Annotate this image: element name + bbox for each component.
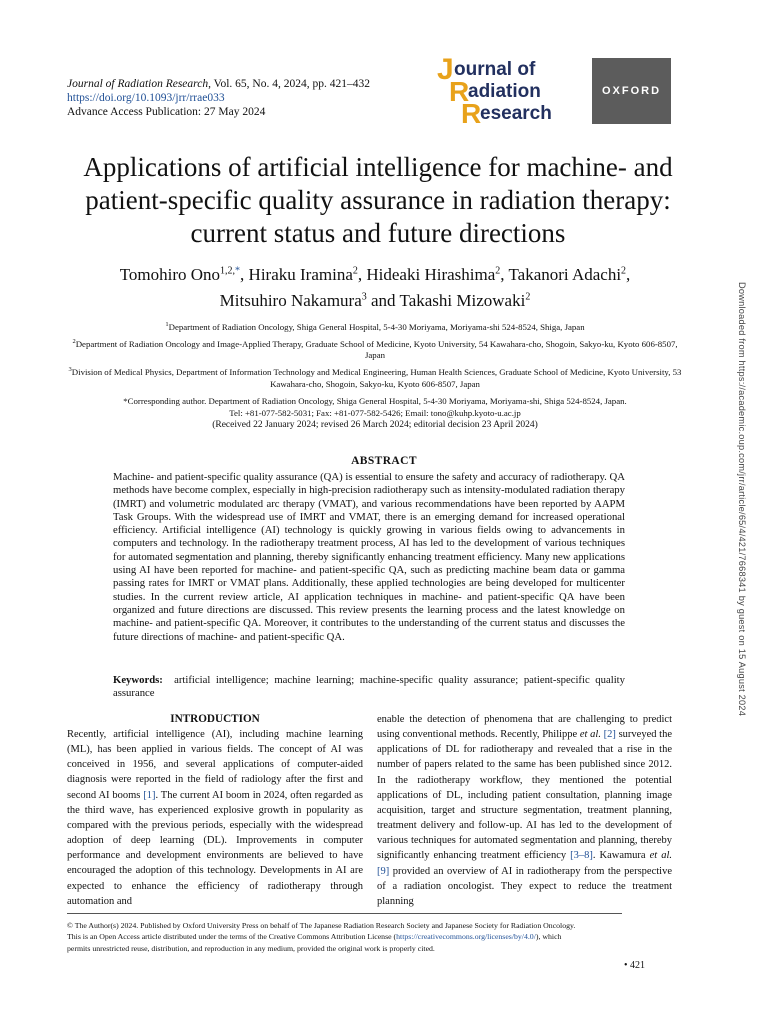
logo-initial-r2: R xyxy=(461,98,482,125)
citation-link[interactable]: [3–8] xyxy=(570,850,593,862)
intro-column-right: enable the detection of phenomena that are challenging to predict using conventional methods. Recently, Philippe et al. [2] surveyed the applications of DL for radiotherapy and revealed that a rise in the number of papers related to the same has been published since 2012. In the radiotherapy workflow, they mentioned the potential applications of DL, including patient consultation, planning image acquisition, target and structure segmentation, treatment planning, treatment delivery and follow-up. AI has led to the development of various techniques for automated segmentation and planning, thereby significantly enhancing treatment efficiency [3–8]. Kawamura et al. [9] provided an overview of AI in radiotherapy from the perspective of a radiation oncologist. They expect to reduce the treatment planning xyxy=(377,714,672,907)
affiliation: $^2$Department of Radiation Oncology and Image-Applied Therapy, Graduate School of Medicine, Kyoto University, 54 Kawahara-cho, Shogoin, Sakyo-ku, Kyoto 606-8507, Japan xyxy=(72,337,678,361)
journal-citation xyxy=(67,77,370,119)
corresponding-author-link[interactable]: * xyxy=(235,265,241,276)
citation-link[interactable]: [1] xyxy=(143,789,156,801)
logo-line-1: ournal of xyxy=(454,59,536,80)
license-footer: © The Author(s) 2024. Published by Oxford University Press on behalf of The Japanese Radiation Research Society and Japanese Society for Radiation Oncology. This is an Open Access article distributed under the terms of the Creative Commons Attribution License (https://creativecommons.org/licenses/by/4.0/), which permits unrestricted reuse, distribution, and reproduction in any medium, provided the original work is properly cited. xyxy=(67,921,576,953)
logo-initial-r1: R xyxy=(449,76,470,107)
logo-line-2: adiation xyxy=(468,81,541,102)
oxford-logo: OXFORD xyxy=(592,58,671,124)
intro-column-left: Recently, artificial intelligence (AI), including machine learning (ML), has been applied in various fields. The concept of AI was conceived in 1956, and several applications of computer-aided diagnosis were reported in the field of radiology after the first and second AI booms [1]. The current AI boom in 2024, often regarded as the third wave, has experienced explosive growth in popularity as compared with the previous periods, especially with the widespread adoption of deep learning (DL). Improvements in computer performance and development environments are believed to have encouraged the adoption of this technology. Developments in AI are expected to enhance the efficiency of radiotherapy through automation and xyxy=(67,729,363,907)
article-title: Applications of artificial intelligence for machine- and patient-specific quality assurance in radiation therapy: current status and future directions xyxy=(83,152,673,248)
journal-volume: , Vol. 65, No. 4, 2024, pp. 421–432 xyxy=(208,78,370,90)
author-list xyxy=(55,259,695,312)
abstract-text: Machine- and patient-specific quality assurance (QA) is essential to ensure the safety and accuracy of radiotherapy. QA methods have become complex, especially in high-precision radiotherapy such as intensity-modulated radiation therapy (IMRT) and volumetric modulated arc therapy (VMAT), and various recommendations have been reported by AAPM Task Groups. With the widespread use of IMRT and VMAT, there is an emerging demand for increased operational efficiency. Artificial intelligence (AI) technology is quickly growing in various fields owing to advancements in computers and technology. In the radiotherapy treatment process, AI has led to the development of various techniques for automated segmentation and planning, thereby significantly enhancing treatment efficiency. Many new applications using AI have been reported for machine- and patient-specific QA, such as predicting machine beam data or gamma passing rates for IMRT or VMAT plans. Additionally, these applied technologies are being developed for multicenter studies. In the current review article, AI application techniques in machine- and patient-specific QA have been organized and future directions are discussed. This review presents the learning process and the latest knowledge on machine- and patient-specific QA. Moreover, it contributes to the understanding of the current status and discusses the future directions of machine- and patient-specific QA. xyxy=(113,471,625,643)
received-dates: (Received 22 January 2024; revised 26 March 2024; editorial decision 23 April 2024) xyxy=(212,420,538,431)
citation-link[interactable]: [2] xyxy=(603,729,616,741)
logo-line-3: esearch xyxy=(480,103,552,124)
affiliations xyxy=(68,319,682,434)
journal-name: Journal of Radiation Research xyxy=(67,78,209,90)
footer-divider xyxy=(67,913,622,914)
correspondence: *Corresponding author. Department of Radiation Oncology, Shiga General Hospital, 5-4-30 Moriyama, Moriyama-shi, Shiga 524-8524, Japan. Tel: +81-077-582-5031; Fax: +81-077-582-5426; Email: tono@kuhp.kyoto-u.ac.jp (Received 22 January 2024; revised 26 March 2024; editorial decision 23 April 2024) xyxy=(123,395,627,431)
keywords-label: Keywords: xyxy=(113,674,163,686)
abstract-heading: ABSTRACT xyxy=(351,455,417,467)
author: Hideaki Hirashima$^2$, xyxy=(366,264,509,284)
license-link[interactable]: https://creativecommons.org/licenses/by/4.0/ xyxy=(396,932,536,942)
download-note: Downloaded from https://academic.oup.com/jrr/article/65/4/421/7668341 by guest on 15 August 2024 xyxy=(737,282,747,717)
doi-link[interactable]: https://doi.org/10.1093/jrr/rrae033 xyxy=(67,92,225,104)
author: Mitsuhiro Nakamura$^3$ and xyxy=(219,291,400,311)
affiliation: $^3$Division of Medical Physics, Department of Information Technology and Medical Engineering, Human Health Sciences, Graduate School of Medicine, Kyoto University, 53 Kawahara-cho, Shogoin, Sakyo-ku, Kyoto 606-8507, Japan xyxy=(68,366,682,389)
keywords-text: artificial intelligence; machine learning; machine-specific quality assurance; patient-specific quality assurance xyxy=(113,674,625,700)
author: Tomohiro Ono$^{1,2,*}$, xyxy=(119,264,249,284)
journal-logo xyxy=(437,57,585,125)
keywords xyxy=(113,674,625,701)
advance-access: Advance Access Publication: 27 May 2024 xyxy=(67,106,266,118)
page-number: • 421 xyxy=(624,960,646,971)
citation-link[interactable]: [9] xyxy=(377,865,390,877)
contact-info: Tel: +81-077-582-5031; Fax: +81-077-582-5426; Email: tono@kuhp.kyoto-u.ac.jp xyxy=(229,407,521,418)
affiliation: $^1$Department of Radiation Oncology, Shiga General Hospital, 5-4-30 Moriyama, Moriyama-shi 524-8524, Shiga, Japan xyxy=(165,321,585,332)
logo-initial-j: J xyxy=(437,57,454,86)
journal-line xyxy=(67,77,370,91)
author: Takashi Mizowaki$^2$ xyxy=(399,291,531,311)
author: Takanori Adachi$^2$, xyxy=(508,264,631,284)
author: Hiraku Iramina$^2$, xyxy=(248,264,367,284)
introduction-heading: INTRODUCTION xyxy=(170,713,260,725)
